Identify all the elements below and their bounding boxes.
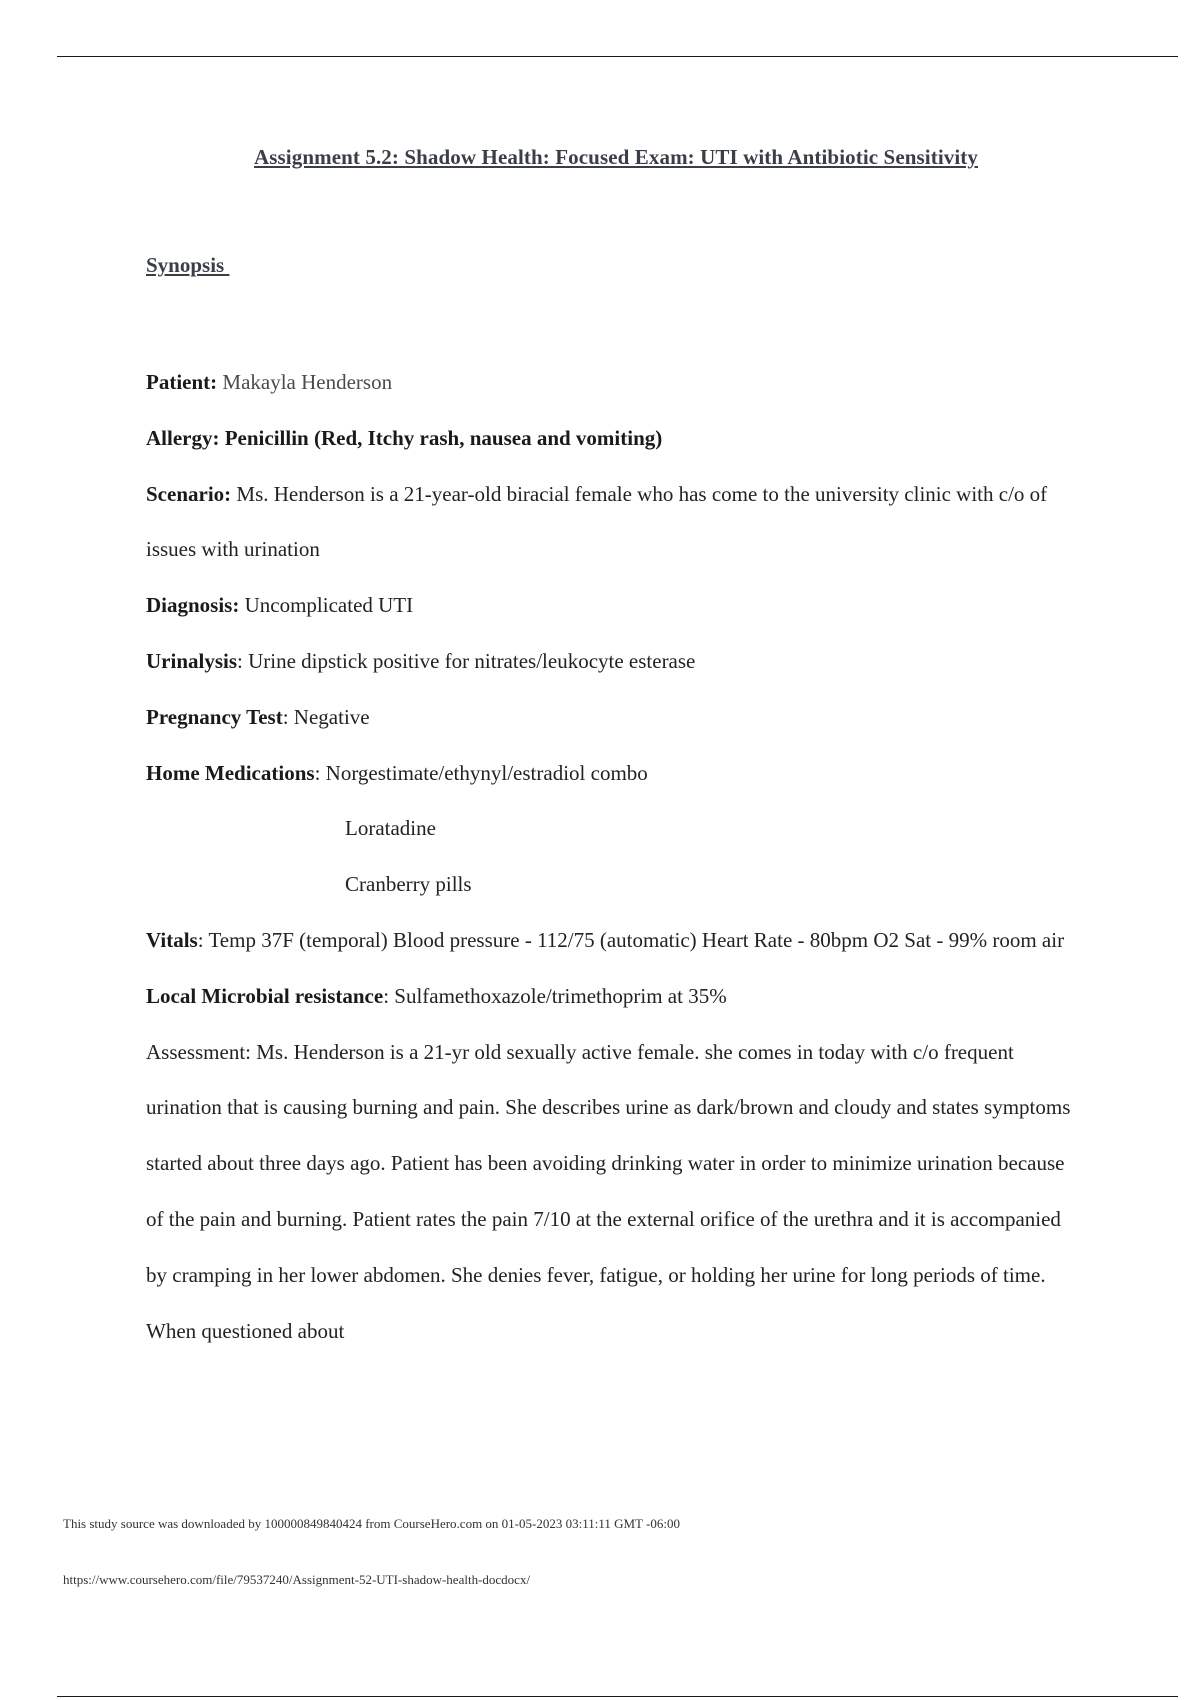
pregnancy-value: : Negative <box>282 704 370 729</box>
home-medication-item: Cranberry pills <box>345 872 472 897</box>
diagnosis-line <box>146 578 1086 634</box>
home-medications-line <box>146 746 1086 802</box>
synopsis-body <box>146 355 1086 1359</box>
patient-label: Patient: <box>146 370 218 394</box>
allergy-line <box>146 411 1086 467</box>
urinalysis-line <box>146 634 1086 690</box>
scenario-line <box>146 467 1086 579</box>
microbial-resistance-label: Local Microbial resistance <box>146 983 384 1008</box>
assessment-paragraph: Assessment: Ms. Henderson is a 21-yr old sexually active female. she comes in today with c/o frequent urination that is causing burning and pain. She describes urine as dark/brown and cloudy and states symptoms started about three days ago. Patient has been avoiding drinking water in order to minimize urination because of the pain and burning. Patient rates the pain 7/10 at the external orifice of the urethra and it is accompanied by cramping in her lower abdomen. She denies fever, fatigue, or holding her urine for long periods of time. When questioned about <box>146 1039 1071 1343</box>
pregnancy-label: Pregnancy Test <box>146 704 283 729</box>
scenario-label: Scenario: <box>146 481 232 506</box>
urinalysis-value: : Urine dipstick positive for nitrates/leukocyte esterase <box>237 648 696 673</box>
page-bottom-rule <box>57 1696 1178 1697</box>
vitals-line <box>146 913 1086 969</box>
scenario-value: Ms. Henderson is a 21-year-old biracial female who has come to the university clinic with c/o of issues with urination <box>146 481 1048 562</box>
home-medication-item: : Norgestimate/ethynyl/estradiol combo <box>314 760 648 785</box>
page-top-rule <box>57 56 1178 57</box>
patient-value: Makayla Henderson <box>217 370 393 394</box>
microbial-resistance-value: : Sulfamethoxazole/trimethoprim at 35% <box>383 983 727 1008</box>
diagnosis-label: Diagnosis: <box>146 593 240 618</box>
pregnancy-line <box>146 690 1086 746</box>
vitals-value: : Temp 37F (temporal) Blood pressure - 112/75 (automatic) Heart Rate - 80bpm O2 Sat - 99% room air <box>197 927 1065 952</box>
source-url[interactable]: https://www.coursehero.com/file/79537240/Assignment-52-UTI-shadow-health-docdocx/ <box>63 1572 531 1587</box>
allergy-text: Allergy: Penicillin (Red, Itchy rash, nausea and vomiting) <box>146 425 663 450</box>
vitals-label: Vitals <box>146 927 198 952</box>
microbial-resistance-line <box>146 969 1086 1025</box>
home-medication-item: Loratadine <box>345 816 436 841</box>
home-medications-label: Home Medications <box>146 760 315 785</box>
patient-line <box>146 355 1086 411</box>
section-heading-synopsis: Synopsis <box>146 253 230 277</box>
document-title: Assignment 5.2: Shadow Health: Focused Exam: UTI with Antibiotic Sensitivity <box>254 145 978 169</box>
download-notice: This study source was downloaded by 100000849840424 from CourseHero.com on 01-05-2023 03:11:11 GMT -06:00 <box>63 1516 680 1531</box>
urinalysis-label: Urinalysis <box>146 648 238 673</box>
diagnosis-value: Uncomplicated UTI <box>239 593 414 618</box>
